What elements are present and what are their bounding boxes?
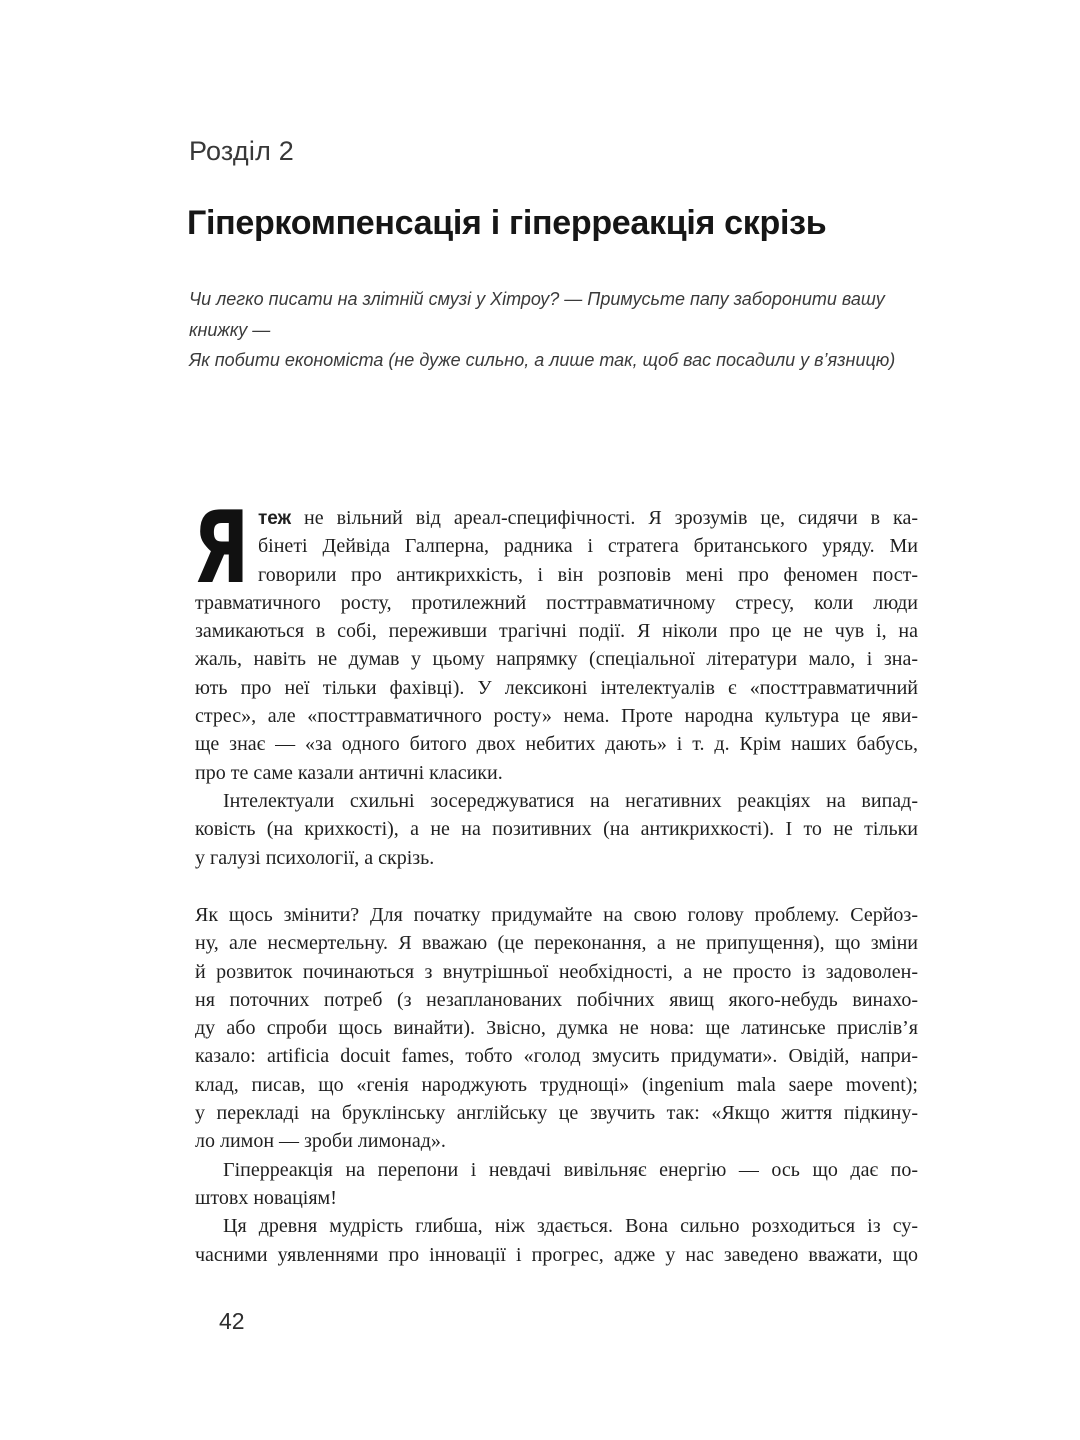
text-line: Ця древня мудрість глибша, ніж здається. Вона сильно розходиться із су- — [223, 1215, 918, 1238]
text-line: жаль, навіть не думав у цьому напрямку (спеціальної літератури мало, і зна- — [195, 648, 918, 671]
text-line: стрес», але «посттравматичного росту» нема. Проте народна культура це яви- — [195, 705, 918, 728]
text-line: ну, але несмертельну. Я вважаю (це переконання, а не припущення), що зміни — [195, 932, 918, 955]
text-line: й розвиток починаються з внутрішньої необхідності, а не просто із задоволен- — [195, 960, 918, 983]
text-line: казало: artificia docuit fames, тобто «голод змусить придумати». Овідій, напри- — [195, 1045, 918, 1068]
epigraph-line: Чи легко писати на злітній смузі у Хітроу? — Примусьте папу заборонити вашу книжку — — [189, 289, 885, 340]
text-line: клад, писав, що «генія народжують труднощі» (ingenium mala saepe movent); — [195, 1073, 918, 1096]
page-number: 42 — [219, 1308, 245, 1334]
page-title: Гіперкомпенсація і гіперреакція скрізь — [187, 204, 827, 242]
text-line: травматичного росту, протилежний посттравматичному стресу, коли люди — [195, 591, 918, 614]
text-line: ду або спроби щось винайти). Звісно, думка не нова: ще латинське прислів’я — [195, 1017, 918, 1040]
chapter-label: Розділ 2 — [189, 136, 294, 166]
text-line: Як щось змінити? Для початку придумайте на свою голову проблему. Серйоз- — [195, 904, 918, 926]
epigraph — [189, 284, 929, 376]
epigraph-line: Як побити економіста (не дуже сильно, а лише так, щоб вас посадили у в’язницю) — [189, 350, 896, 370]
text-line: говорили про антикрихкість, і він розповів мені про феномен пост- — [258, 563, 918, 586]
text-line: ковість (на крихкості), а не на позитивних (на антикрихкості). І то не тільки — [195, 818, 918, 841]
text-line: про те саме казали античні класики. — [195, 761, 503, 784]
text-line: у перекладі на бруклінську англійську це звучить так: «Якщо життя підкину- — [195, 1102, 918, 1125]
text-line: у галузі психології, а скрізь. — [195, 846, 435, 869]
text-line: ло лимон — зроби лимонад». — [195, 1130, 446, 1153]
text-line: Інтелектуали схильні зосереджуватися на негативних реакціях на випад- — [223, 789, 918, 812]
drop-cap: Я — [193, 489, 250, 606]
text-line: замикаються в собі, переживши трагічні події. Я ніколи про це не чув і, на — [195, 620, 918, 643]
text-line: ють про неї тільки фахівці). У лексиконі інтелектуалів є «посттравматичний — [195, 676, 918, 699]
body-section — [195, 901, 918, 1269]
text-line: штовх новаціям! — [195, 1186, 337, 1209]
text-line: теж не вільний від ареал-специфічності. Я зрозумів це, сидячи в ка- — [258, 507, 918, 529]
text-line: Гіперреакція на перепони і невдачі вивільняє енергію — ось що дає по- — [223, 1158, 918, 1181]
text-line: ня поточних потреб (з незапланованих побічних явищ якого-небудь винахо- — [195, 988, 918, 1011]
lead-word: теж — [258, 508, 292, 529]
text-line: бінеті Дейвіда Галперна, радника і стратега британського уряду. Ми — [258, 535, 918, 558]
text-line: часними уявленнями про інновації і прогрес, адже у нас заведено вважати, що — [195, 1243, 918, 1266]
text-line: ще знає — «за одного битого двох небитих дають» і т. д. Крім наших бабусь, — [195, 733, 918, 756]
body-section — [195, 504, 918, 872]
